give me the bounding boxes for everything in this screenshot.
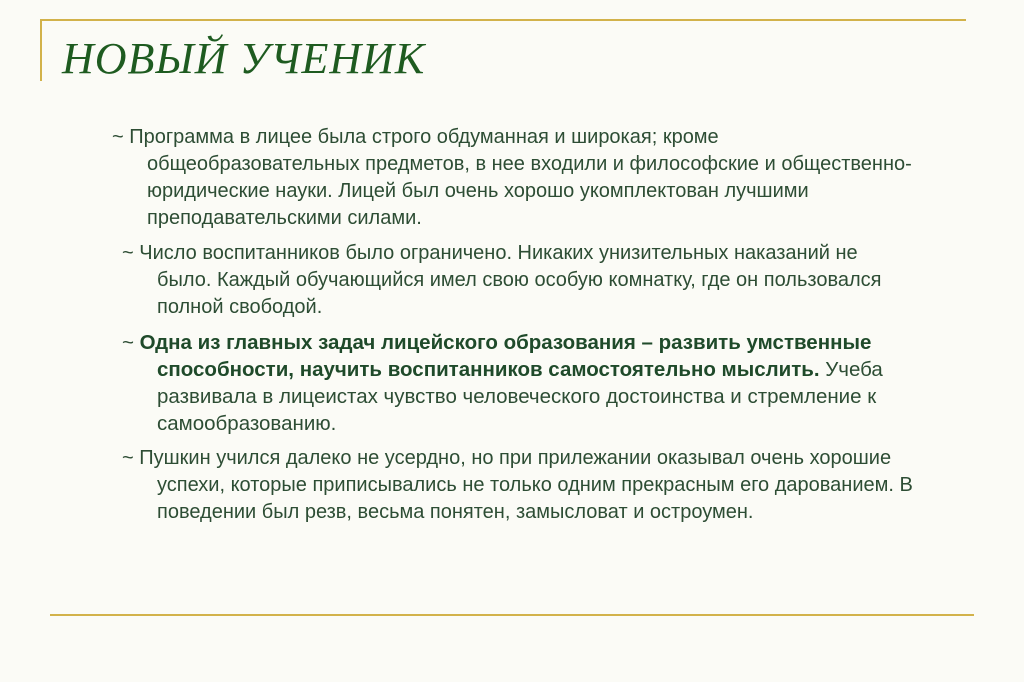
paragraph-text: Учеба развивала в лицеистах чувство человеческого достоинства и стремление к самообразованию. bbox=[157, 358, 883, 435]
paragraph-pupils bbox=[122, 240, 917, 321]
paragraph-pushkin bbox=[122, 445, 937, 526]
slide-title: НОВЫЙ УЧЕНИК bbox=[62, 34, 426, 83]
bottom-rule bbox=[50, 614, 974, 616]
bullet-marker: ~ bbox=[122, 331, 140, 354]
bullet-marker: ~ bbox=[122, 447, 140, 469]
slide-body bbox=[112, 124, 912, 534]
paragraph-bold-text: Одна из главных задач лицейского образования – развить умственные способности, научить воспитанников самостоятельно мыслить. bbox=[139, 331, 872, 381]
left-rule bbox=[40, 19, 42, 81]
paragraph-text: Программа в лицее была строго обдуманная и широкая; кроме общеобразовательных предметов, в нее входили и философские и общественно-юридические науки. Лицей был очень хорошо укомплектован лучшими преподавательскими силами. bbox=[129, 126, 912, 229]
paragraph-curriculum bbox=[112, 124, 912, 232]
paragraph-goal bbox=[122, 329, 917, 437]
bullet-marker: ~ bbox=[112, 126, 130, 148]
top-rule bbox=[40, 19, 966, 21]
paragraph-text: Число воспитанников было ограничено. Никаких унизительных наказаний не было. Каждый обучающийся имел свою особую комнатку, где он пользовался полной свободой. bbox=[139, 242, 882, 318]
bullet-marker: ~ bbox=[122, 242, 140, 264]
paragraph-text: Пушкин учился далеко не усердно, но при прилежании оказывал очень хорошие успехи, которые приписывались не только одним прекрасным его дарованием. В поведении был резв, весьма понятен, замысловат и остроумен. bbox=[139, 447, 913, 523]
